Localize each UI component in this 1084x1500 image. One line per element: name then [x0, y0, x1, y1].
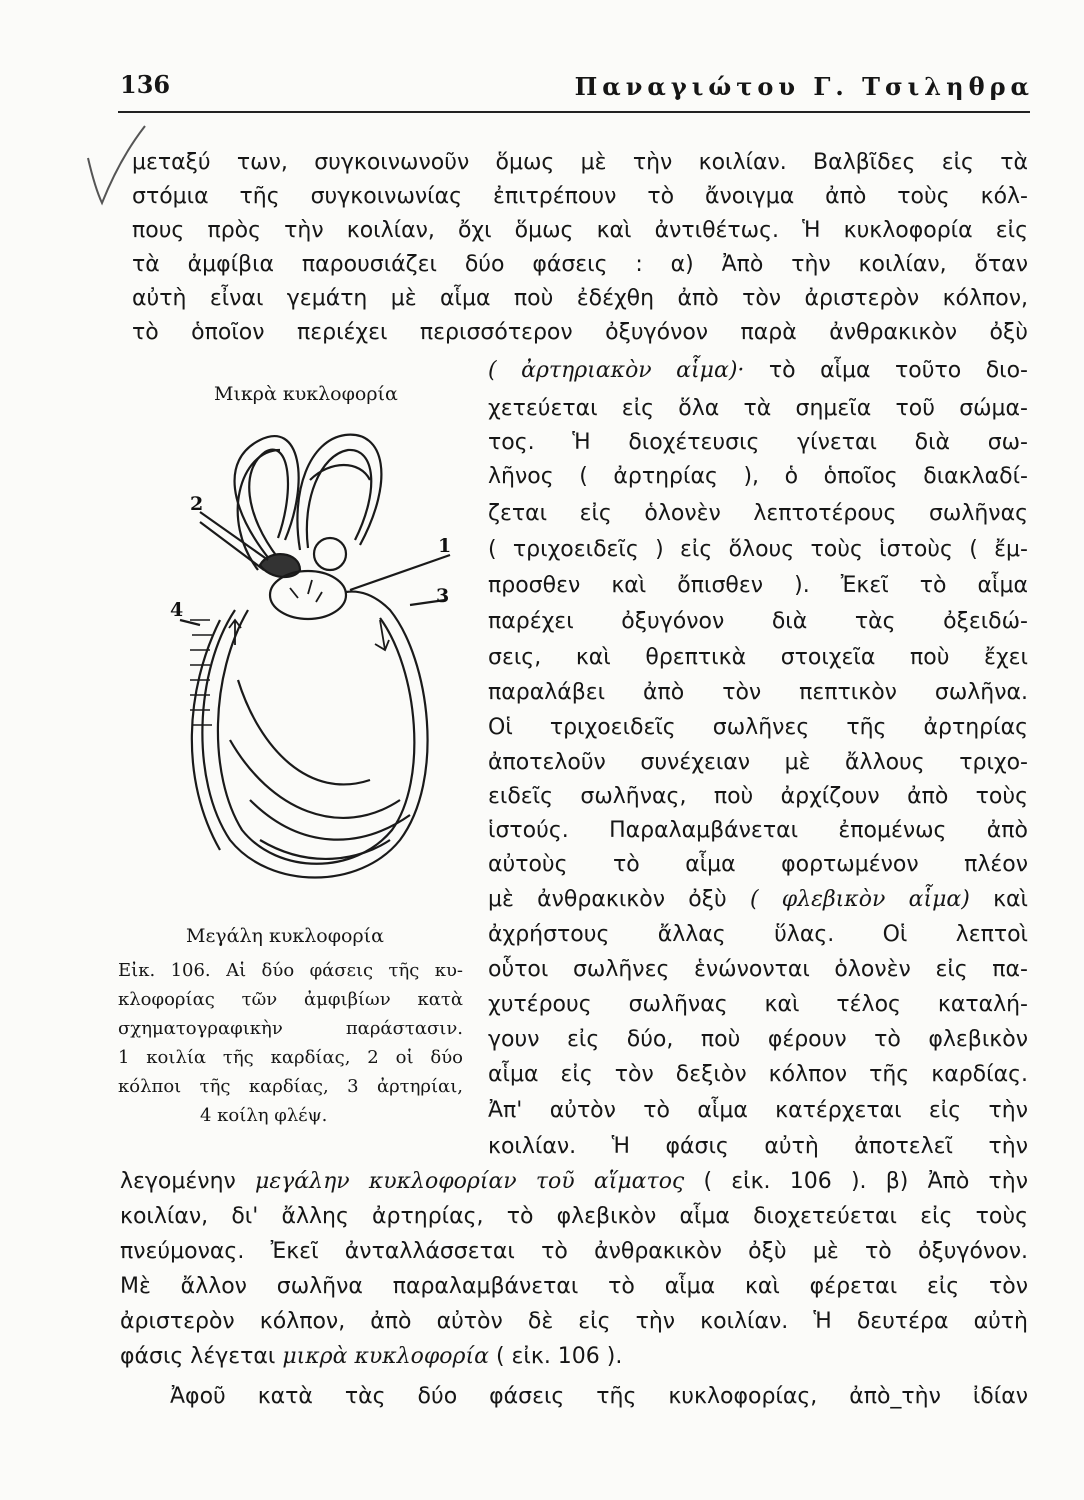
- caption-line: 4 κοίλη φλέψ.: [200, 1105, 328, 1126]
- text-span: ( εἰκ. 106 ). β) Ἀπὸ τὴν: [684, 1169, 1029, 1194]
- text-span: καὶ: [969, 887, 1028, 912]
- text-line: χυτέρους σωλῆνας καὶ τέλος καταλή-: [488, 992, 1028, 1017]
- text-line: [488, 885, 1028, 915]
- text-span: ( εἰκ. 106 ).: [488, 1344, 623, 1369]
- text-line: αὐτὴ εἶναι γεμάτη μὲ αἷμα ποὺ ἐδέχθη ἀπὸ τὸν ἀριστερὸν κόλπον,: [132, 286, 1028, 311]
- text-line: στόμια τῆς συγκοινωνίας ἐπιτρέπουν τὸ ἄνοιγμα ἀπὸ τοὺς κόλ-: [132, 184, 1028, 209]
- text-line: γουν εἰς δύο, ποὺ φέρουν τὸ φλεβικὸν: [488, 1027, 1028, 1052]
- text-span: τὸ αἷμα τοῦτο διο-: [744, 358, 1028, 383]
- caption-line: σχηματογραφικὴν παράστασιν.: [118, 1018, 463, 1039]
- figure-number-2: 2: [190, 493, 204, 515]
- text-line: ἀποτελοῦν συνέχειαν μὲ ἄλλους τριχο-: [488, 750, 1028, 775]
- text-line: κοιλίαν, δι' ἄλλης ἀρτηρίας, τὸ φλεβικὸν αἷμα διοχετεύεται εἰς τοὺς: [120, 1204, 1028, 1229]
- text-line: κοιλίαν. Ἡ φάσις αὐτὴ ἀποτελεῖ τὴν: [488, 1134, 1028, 1159]
- text-line: αὐτοὺς τὸ αἷμα φορτωμένον πλέον: [488, 852, 1028, 877]
- text-line: σεις, καὶ θρεπτικὰ στοιχεῖα ποὺ ἔχει: [488, 645, 1028, 670]
- header-rule: [118, 111, 1030, 113]
- text-line: μεταξύ των, συγκοινωνοῦν ὅμως μὲ τὴν κοιλίαν. Βαλβῖδες εἰς τὰ: [132, 150, 1028, 175]
- text-line: ἀριστερὸν κόλπον, ἀπὸ αὐτὸν δὲ εἰς τὴν κοιλίαν. Ἡ δευτέρα αὐτὴ: [120, 1309, 1028, 1334]
- text-line: [120, 1342, 1028, 1372]
- text-line: Οἱ τριχοειδεῖς σωλῆνες τῆς ἀρτηρίας: [488, 715, 1028, 740]
- text-line: Μὲ ἄλλον σωλῆνα παραλαμβάνεται τὸ αἷμα καὶ φέρεται εἰς τὸν: [120, 1274, 1028, 1299]
- ventricle: [270, 571, 346, 619]
- figure-number-1: 1: [438, 535, 452, 557]
- text-line: πους πρὸς τὴν κοιλίαν, ὄχι ὅμως καὶ ἀντιθέτως. Ἡ κυκλοφορία εἰς: [132, 218, 1028, 243]
- figure-number-3: 3: [436, 585, 450, 607]
- text-line: πνεύμονας. Ἐκεῖ ἀνταλλάσσεται τὸ ἀνθρακικὸν ὀξὺ μὲ τὸ ὀξυγόνον.: [120, 1239, 1028, 1264]
- text-span: λεγομένην: [120, 1169, 256, 1194]
- running-head-author: Παναγιώτου Γ. Τσιληθρα: [574, 72, 1034, 101]
- circulation-diagram: [160, 420, 480, 900]
- text-line: [488, 356, 1028, 386]
- caption-line: κλοφορίας τῶν ἀμφιβίων κατὰ: [118, 989, 463, 1010]
- text-line: ζεται εἰς ὁλονὲν λεπτοτέρους σωλῆνας: [488, 501, 1028, 526]
- italic-term: μεγάλην κυκλοφορίαν τοῦ αἵματος: [255, 1169, 685, 1194]
- text-line: τος. Ἡ διοχέτευσις γίνεται διὰ σω-: [488, 430, 1028, 455]
- italic-term: ( φλεβικὸν αἷμα): [749, 887, 970, 912]
- text-line: [120, 1167, 1028, 1197]
- text-line: λῆνος ( ἀρτηρίας ), ὁ ὁποῖος διακλαδί-: [488, 464, 1028, 489]
- text-span: μὲ ἀνθρακικὸν ὀξὺ: [488, 887, 750, 912]
- italic-term: ( ἀρτηριακὸν αἷμα)·: [488, 358, 745, 383]
- figure-label-bottom: Μεγάλη κυκλοφορία: [186, 925, 384, 947]
- pointer-1: [350, 555, 450, 590]
- text-line: τὰ ἀμφίβια παρουσιάζει δύο φάσεις : α) Ἀπὸ τὴν κοιλίαν, ὅταν: [132, 252, 1028, 277]
- page-number: 136: [120, 70, 171, 99]
- text-line: ἀχρήστους ἄλλας ὕλας. Οἱ λεπτοὶ: [488, 922, 1028, 947]
- text-line: Ἀπ' αὐτὸν τὸ αἷμα κατέρχεται εἰς τὴν: [488, 1098, 1028, 1123]
- caption-line: 1 κοιλία τῆς καρδίας, 2 οἱ δύο: [118, 1047, 463, 1068]
- caption-line: Εἰκ. 106. Αἱ δύο φάσεις τῆς κυ-: [118, 960, 463, 981]
- text-line: ( τριχοειδεῖς ) εἰς ὅλους τοὺς ἱστοὺς ( ἔμ-: [488, 537, 1028, 562]
- text-line: χετεύεται εἰς ὅλα τὰ σημεῖα τοῦ σώμα-: [488, 396, 1028, 421]
- caption-line: κόλποι τῆς καρδίας, 3 ἀρτηρίαι,: [118, 1076, 463, 1097]
- figure-label-top: Μικρὰ κυκλοφορία: [214, 383, 398, 405]
- text-line: προσθεν καὶ ὄπισθεν ). Ἐκεῖ τὸ αἷμα: [488, 573, 1028, 598]
- atrium-right: [314, 538, 346, 570]
- text-line: ἱστούς. Παραλαμβάνεται ἐπομένως ἀπὸ: [488, 818, 1028, 843]
- text-span: φάσις λέγεται: [120, 1344, 283, 1369]
- figure-number-4: 4: [170, 599, 184, 621]
- text-line: τὸ ὁποῖον περιέχει περισσότερον ὀξυγόνον παρὰ ἀνθρακικὸν ὀξὺ: [132, 320, 1028, 345]
- text-line: παραλάβει ἀπὸ τὸν πεπτικὸν σωλῆνα.: [488, 680, 1028, 705]
- pointer-2: [200, 512, 268, 570]
- italic-term: μικρὰ κυκλοφορία: [282, 1344, 489, 1369]
- text-line: Ἀφοῦ κατὰ τὰς δύο φάσεις τῆς κυκλοφορίας, ἀπὸ_τὴν ἰδίαν: [170, 1384, 1028, 1409]
- text-line: παρέχει ὀξυγόνον διὰ τὰς ὀξειδώ-: [488, 609, 1028, 634]
- text-line: αἷμα εἰς τὸν δεξιὸν κόλπον τῆς καρδίας.: [488, 1062, 1028, 1087]
- text-line: οὗτοι σωλῆνες ἑνώνονται ὁλονὲν εἰς πα-: [488, 957, 1028, 982]
- text-line: ειδεῖς σωλῆνας, ποὺ ἀρχίζουν ἀπὸ τοὺς: [488, 784, 1028, 809]
